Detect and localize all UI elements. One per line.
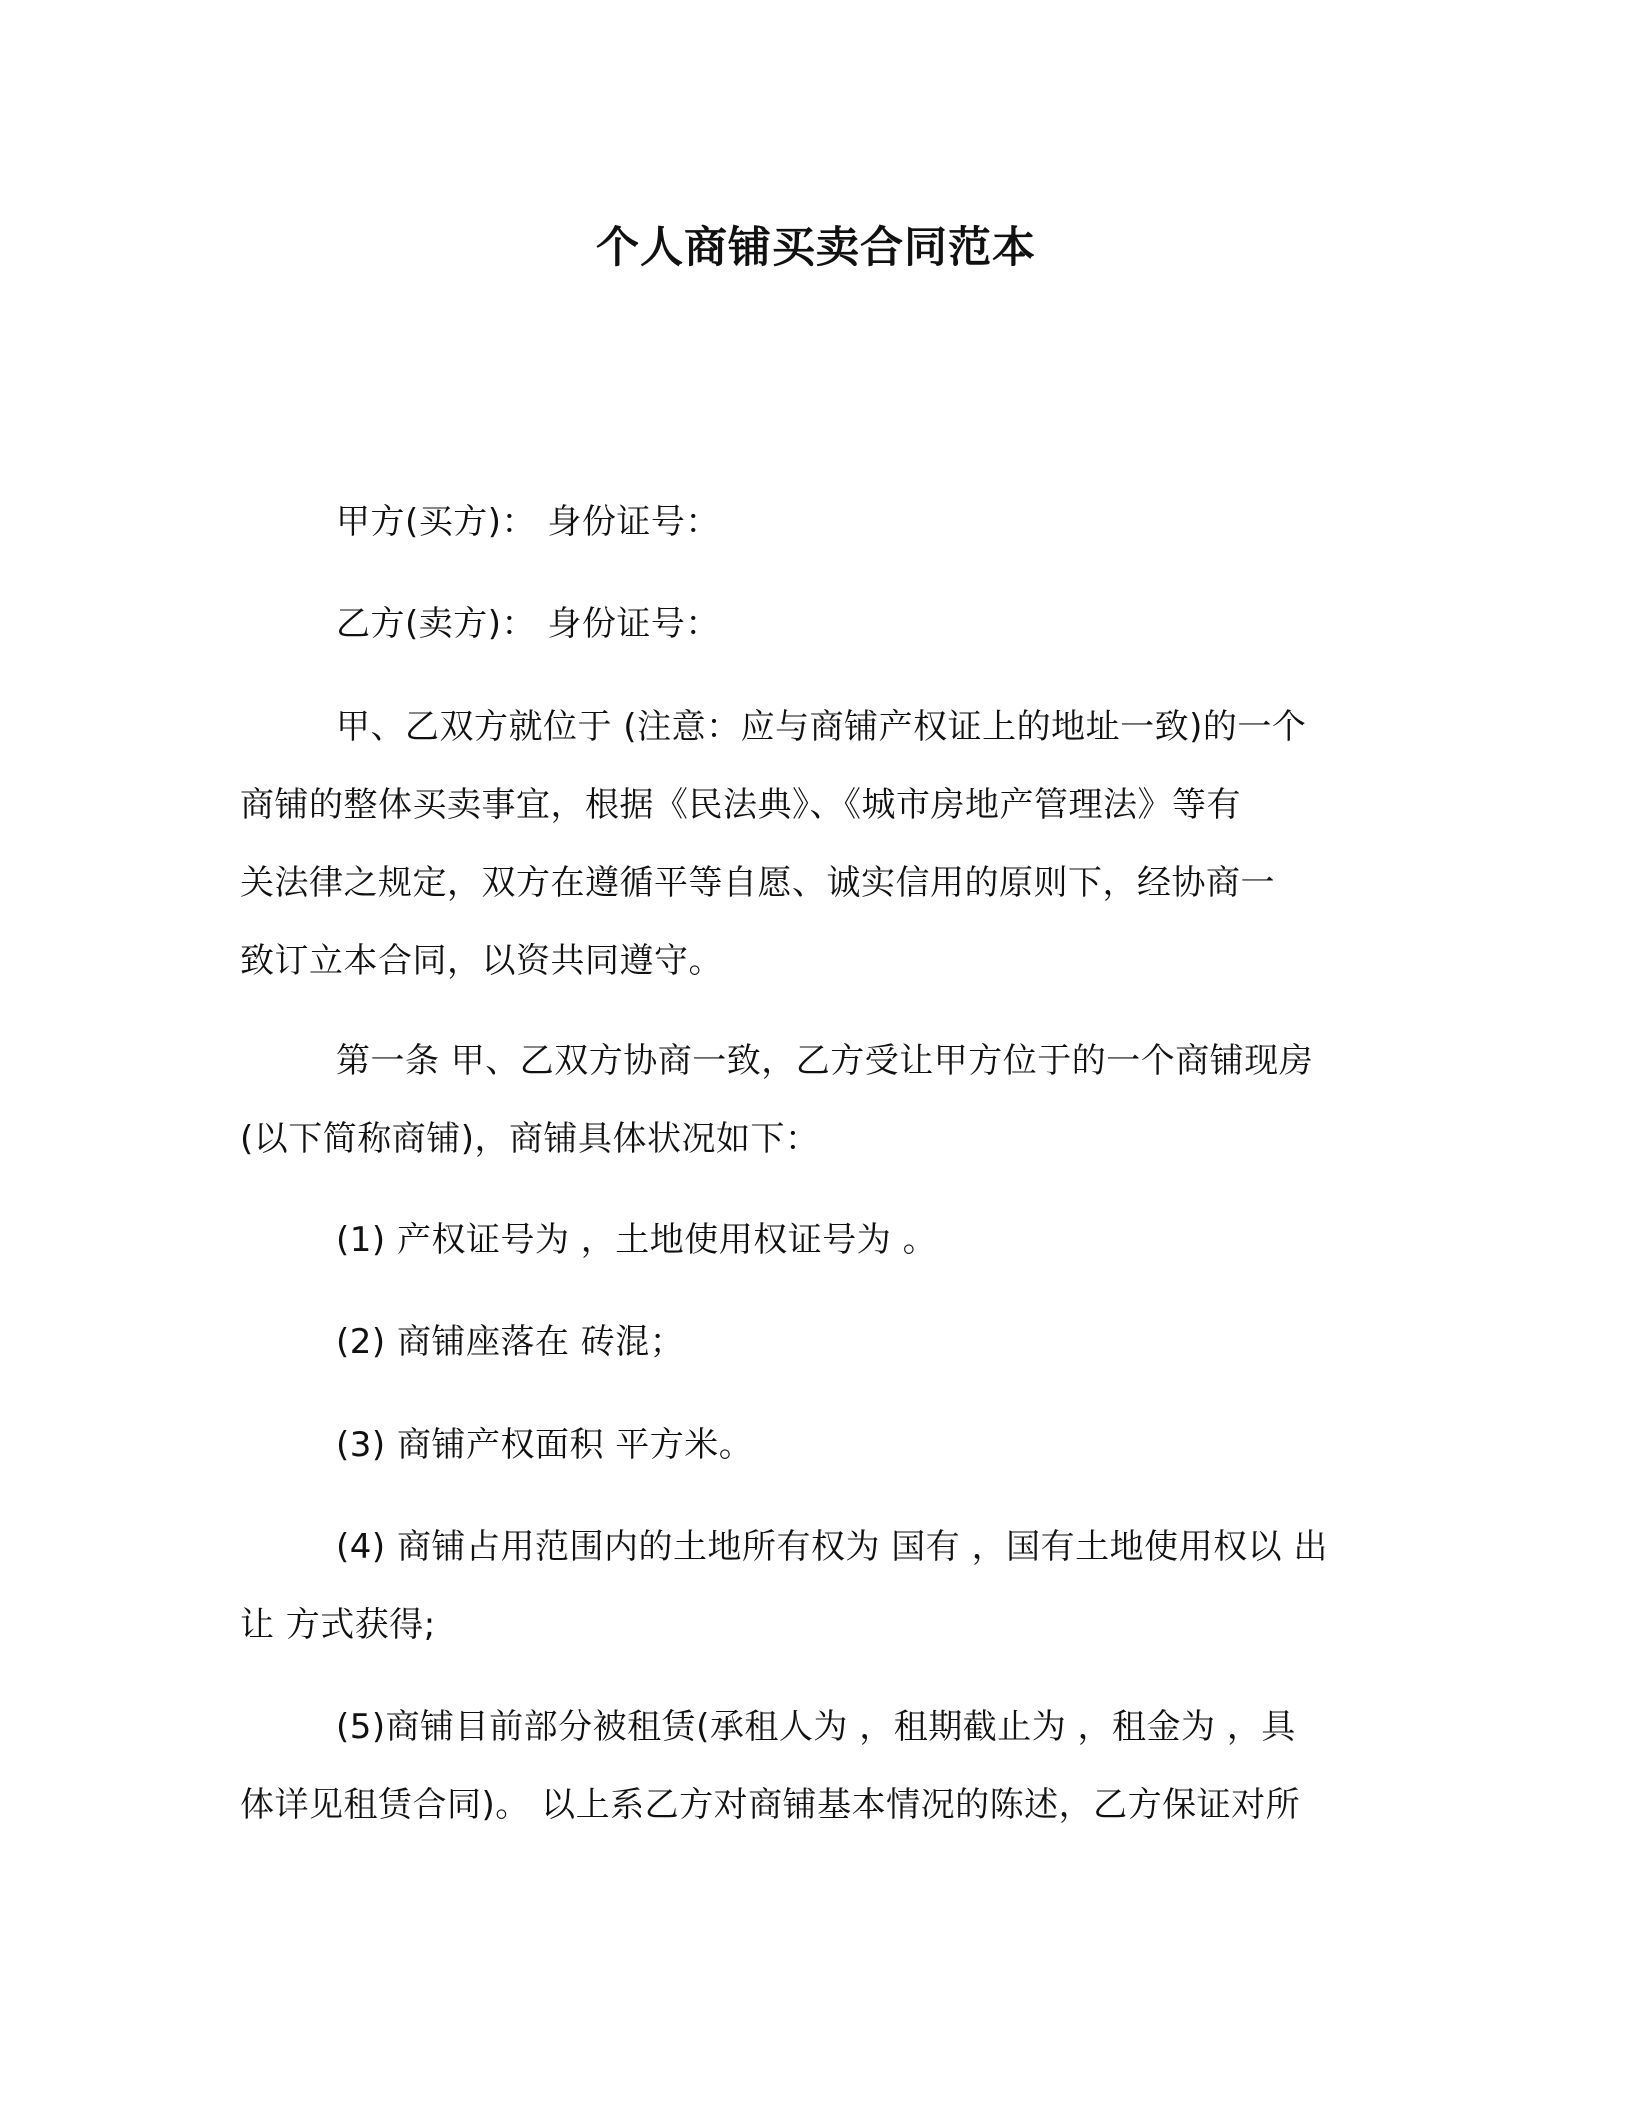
paragraph-line: 甲方(买方)： 身份证号： [336,502,720,542]
paragraph-line: 商铺的整体买卖事宜，根据《民法典》、《城市房地产管理法》等有 [240,785,1241,825]
item-2-paragraph [240,1303,1376,1381]
paragraph-line: 致订立本合同，以资共同遵守。 [240,941,723,981]
paragraph-line: 乙方(卖方)： 身份证号： [336,604,720,644]
paragraph-line: (5)商铺目前部分被租赁(承租人为 ，租期截止为 ，租金为 ，具 [336,1707,1296,1747]
paragraph-line: (4) 商铺占用范围内的土地所有权为 国有 ，国有土地使用权以 出 [336,1527,1328,1567]
paragraph-line: (以下简称商铺)，商铺具体状况如下： [240,1119,820,1159]
paragraph-line: 关法律之规定，双方在遵循平等自愿、诚实信用的原则下，经协商一 [240,863,1275,903]
item-1-paragraph [240,1201,1376,1279]
paragraph-line: 第一条 甲、乙双方协商一致，乙方受让甲方位于的一个商铺现房 [336,1041,1314,1081]
item-4-paragraph [240,1508,1376,1664]
preamble-paragraph [240,688,1376,1000]
paragraph-line: 甲、乙双方就位于 (注意：应与商铺产权证上的地址一致)的一个 [336,707,1307,747]
paragraph-line: (1) 产权证号为 ，土地使用权证号为 。 [336,1220,938,1260]
party-b-line [240,585,1376,663]
paragraph-line: (3) 商铺产权面积 平方米。 [336,1425,754,1465]
document-title: 个人商铺买卖合同范本 [596,223,1036,273]
article-one-paragraph [240,1022,1376,1178]
party-a-line [240,483,1376,561]
item-3-paragraph [240,1406,1376,1484]
paragraph-line: 让 方式获得; [240,1605,436,1645]
item-5-paragraph [240,1688,1376,1844]
paragraph-line: 体详见租赁合同)。 以上系乙方对商铺基本情况的陈述，乙方保证对所 [240,1785,1301,1825]
paragraph-line: (2) 商铺座落在 砖混； [336,1322,685,1362]
